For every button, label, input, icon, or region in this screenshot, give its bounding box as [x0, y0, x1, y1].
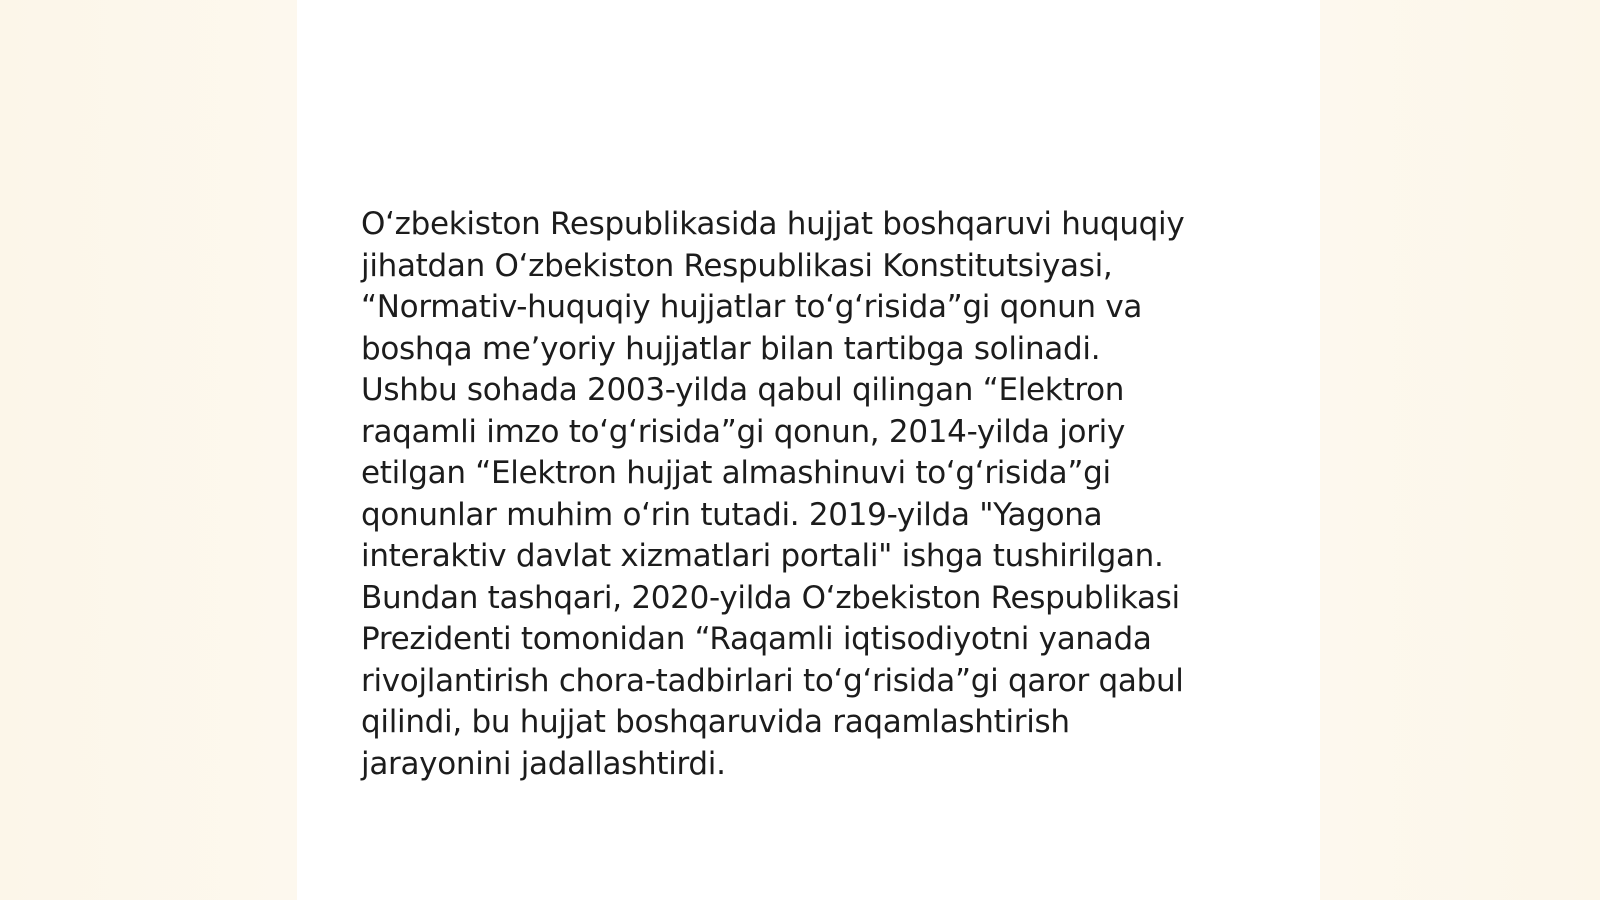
paragraph-line: Ushbu sohada 2003-yilda qabul qilingan “Elektron — [361, 372, 1125, 408]
paragraph-line: Bundan tashqari, 2020-yilda O‘zbekiston Respublikasi — [361, 579, 1180, 616]
right-margin-background — [1320, 0, 1600, 900]
left-margin-background — [0, 0, 297, 900]
paragraph-line: Prezidenti tomonidan “Raqamli iqtisodiyotni yanada — [361, 621, 1152, 657]
paragraph-line: etilgan “Elektron hujjat almashinuvi to‘g‘risida”gi — [361, 455, 1111, 491]
paragraph-line: qilindi, bu hujjat boshqaruvida raqamlashtirish — [361, 704, 1070, 740]
paragraph-line: qonunlar muhim o‘rin tutadi. 2019-yilda "Yagona — [361, 496, 1103, 533]
paragraph-line: O‘zbekiston Respublikasida hujjat boshqaruvi huquqiy — [361, 206, 1185, 242]
paragraph-line: raqamli imzo to‘g‘risida”gi qonun, 2014-yilda joriy — [361, 413, 1126, 450]
paragraph-line: interaktiv davlat xizmatlari portali" ishga tushirilgan. — [361, 538, 1164, 574]
paragraph-line: “Normativ-huquqiy hujjatlar to‘g‘risida”gi qonun va — [361, 289, 1143, 325]
paragraph-line: jihatdan O‘zbekiston Respublikasi Konstitutsiyasi, — [361, 247, 1113, 284]
body-paragraph — [361, 204, 1261, 785]
paragraph-line: rivojlantirish chora-tadbirlari to‘g‘risida”gi qaror qabul — [361, 662, 1184, 699]
paragraph-line: boshqa me’yoriy hujjatlar bilan tartibga solinadi. — [361, 330, 1101, 367]
paragraph-line: jarayonini jadallashtirdi. — [361, 745, 726, 782]
